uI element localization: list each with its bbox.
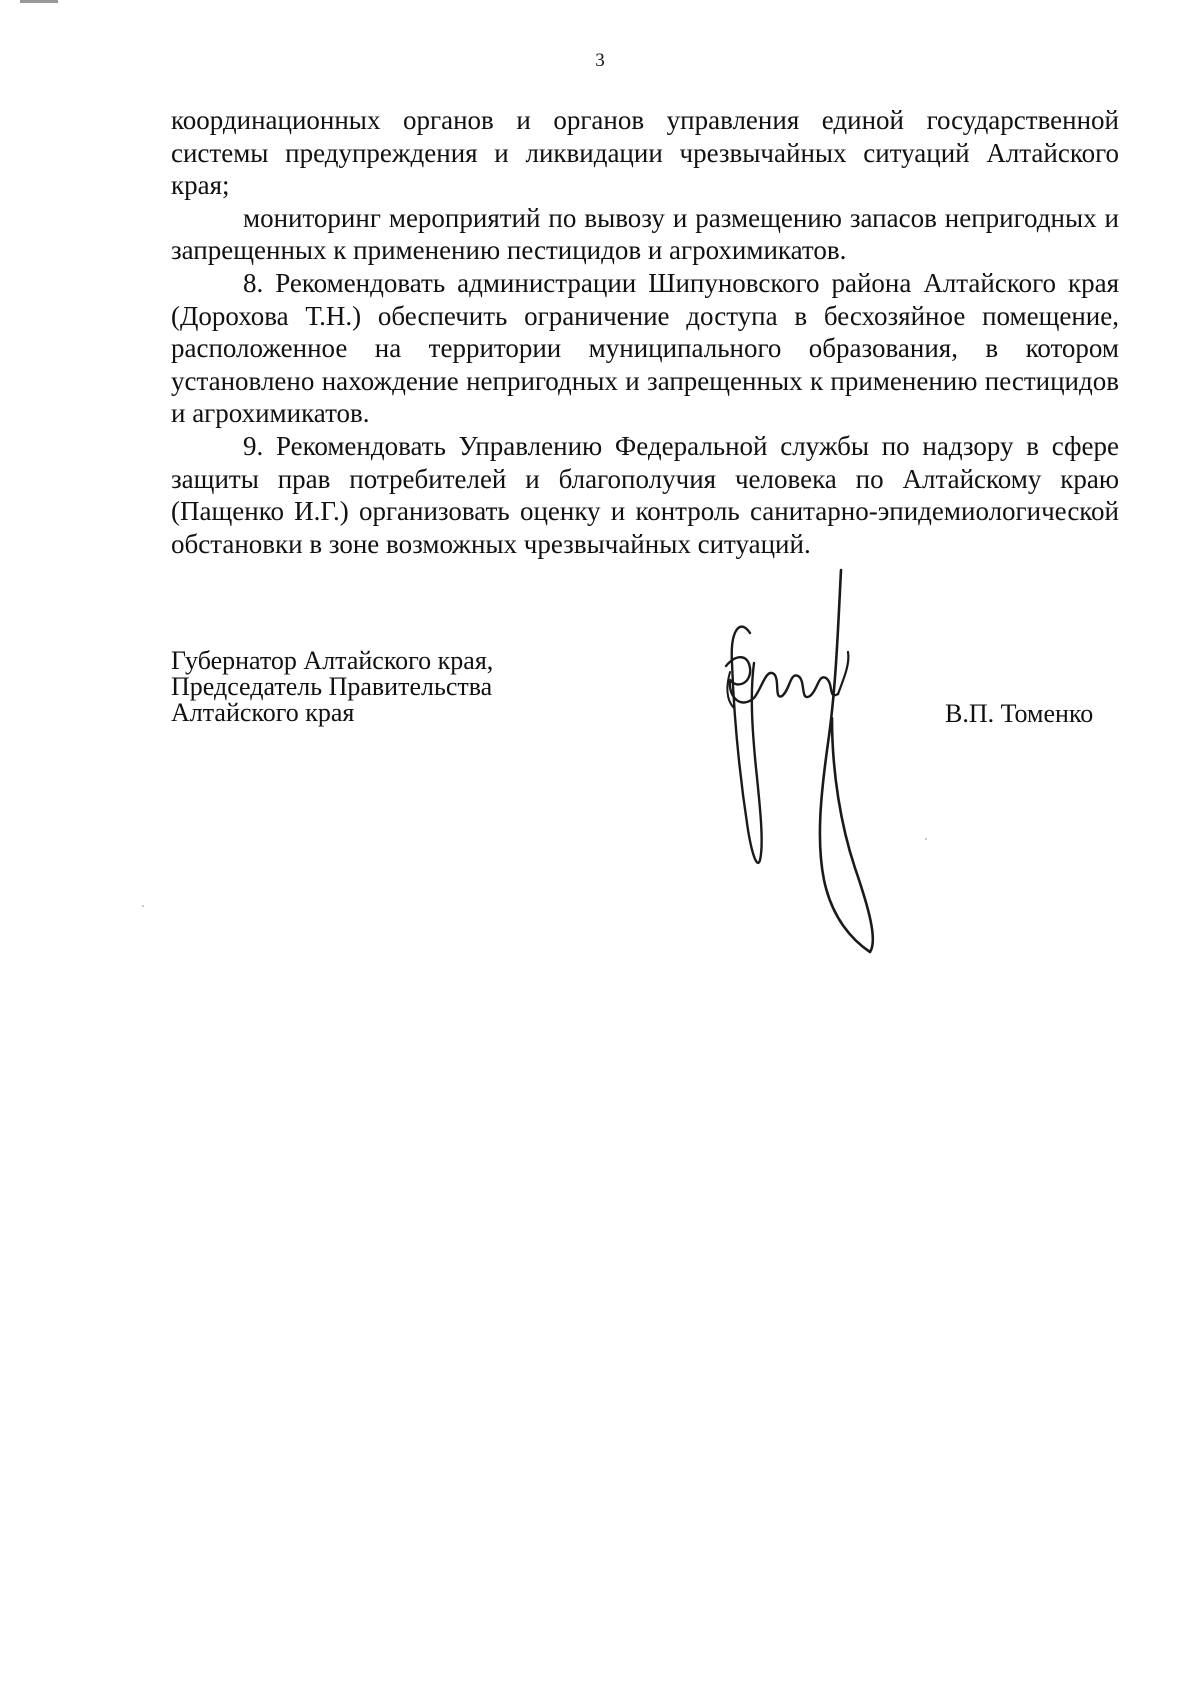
scan-artifact [20,0,58,3]
signer-name: В.П. Томенко [945,699,1094,728]
position-line: Председатель Правительства [171,672,493,701]
scan-speck [925,838,927,840]
scan-speck [142,905,144,907]
paragraph-item-8: 8. Рекомендовать администрации Шипуновского района Алтайского края (Дорохова Т.Н.) обеспечить ограничение доступа в бесхозяйное помещение, расположенное на территории муниципального образования, в котором установлено нахождение непригодных и запрещенных к применению пестицидов и агрохимикатов. [171,267,1119,429]
signatory-position [171,648,493,726]
handwritten-signature [720,568,890,958]
document-body [171,104,1119,560]
position-line: Алтайского края [171,698,355,727]
page-number: 3 [595,50,605,71]
position-line: Губернатор Алтайского края, [171,646,494,675]
paragraph-monitoring: мониторинг мероприятий по вывозу и размещению запасов непригодных и запрещенных к применению пестицидов и агрохимикатов. [171,202,1119,266]
paragraph-item-9: 9. Рекомендовать Управлению Федеральной службы по надзору в сфере защиты прав потребителей и благополучия человека по Алтайскому краю (Пащенко И.Г.) организовать оценку и контроль санитарно-эпидемиологической обстановки в зоне возможных чрезвычайных ситуаций. [171,430,1119,559]
paragraph-continuation: координационных органов и органов управления единой государственной системы предупреждения и ликвидации чрезвычайных ситуаций Алтайского края; [171,105,1119,201]
